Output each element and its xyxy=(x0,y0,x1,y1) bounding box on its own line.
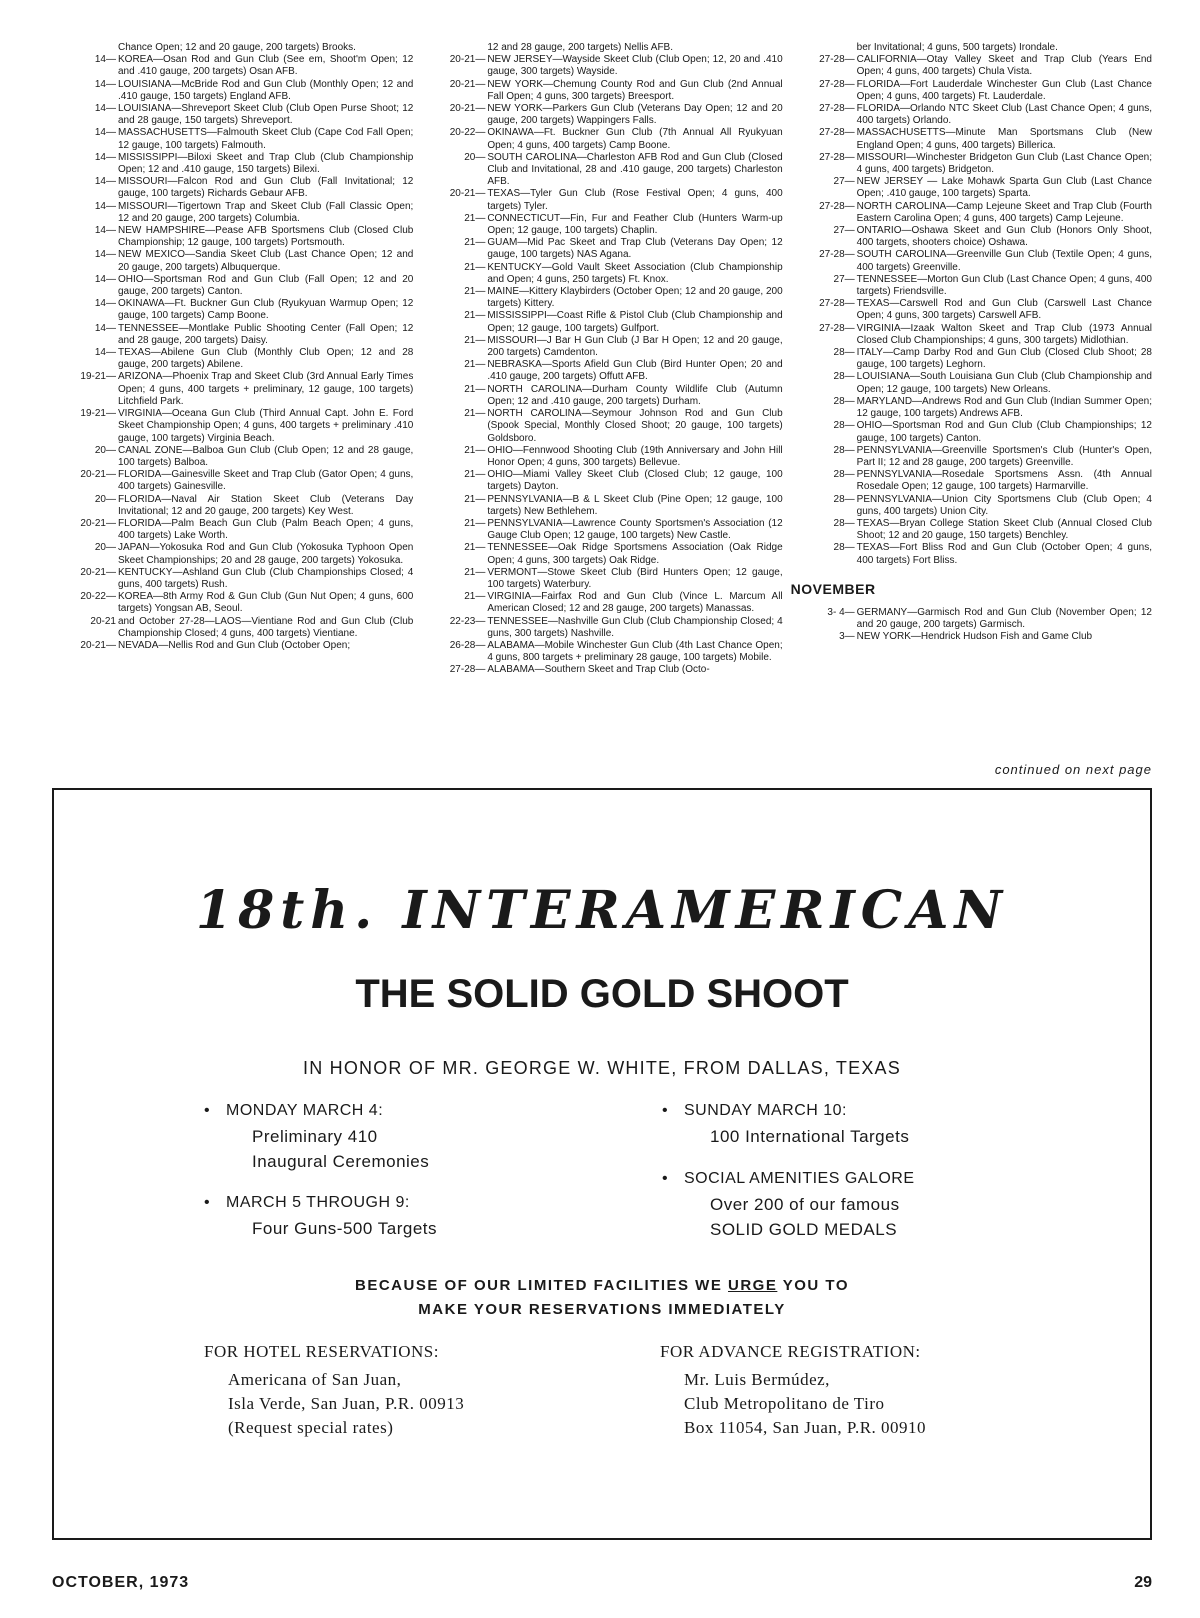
listing-column-3 xyxy=(791,42,1152,772)
entry-text: MISSISSIPPI—Biloxi Skeet and Trap Club (Club Championship Open; 12 and .410 gauge, 150 targets) Bilexi. xyxy=(118,151,414,176)
event-social xyxy=(662,1170,915,1242)
listing-entry xyxy=(421,591,782,615)
listing-entry xyxy=(791,371,1152,395)
entry-text: CANAL ZONE—Balboa Gun Club (Club Open; 12 and 28 gauge, 100 targets) Balboa. xyxy=(118,444,414,468)
entry-text: TEXAS—Tyler Gun Club (Rose Festival Open; 4 guns, 400 targets) Tyler. xyxy=(487,188,783,212)
event-march-5-9 xyxy=(204,1194,437,1241)
entry-text: FLORIDA—Naval Air Station Skeet Club (Veterans Day Invitational; 12 and 20 gauge, 200 targets) Key West. xyxy=(118,493,414,517)
entry-text: MISSOURI—Tigertown Trap and Skeet Club (Fall Classic Open; 12 and 20 gauge, 200 targets) Columbia. xyxy=(118,200,414,224)
hotel-heading: FOR HOTEL RESERVATIONS: xyxy=(204,1342,439,1361)
entry-text: PENNSYLVANIA—Greenville Sportsmen's Club (Hunter's Open, Part II; 12 and 28 gauge, 200 targets) Greenville. xyxy=(856,444,1152,468)
entry-text: KENTUCKY—Gold Vault Skeet Association (Club Championship and Open; 4 guns, 250 targets) Ft. Knox. xyxy=(487,261,783,285)
entry-date: 20-21 xyxy=(90,615,116,627)
entry-text: FLORIDA—Orlando NTC Skeet Club (Last Chance Open; 4 guns, 400 targets) Orlando. xyxy=(856,103,1152,127)
listing-entry xyxy=(421,79,782,103)
entry-date xyxy=(421,42,487,54)
listing-entry xyxy=(421,262,782,286)
entry-date: 27-28— xyxy=(819,78,855,90)
entry-date: 27-28— xyxy=(819,103,855,115)
entry-text: ber Invitational; 4 guns, 500 targets) Irondale. xyxy=(856,42,1058,53)
listing-entry xyxy=(421,664,782,676)
entry-date: 20-21— xyxy=(80,566,116,578)
entry-date: 28— xyxy=(833,395,855,407)
entry-date: 20— xyxy=(94,493,116,505)
event-monday xyxy=(204,1102,429,1174)
listing-entry xyxy=(421,310,782,334)
entry-text: MASSACHUSETTS—Falmouth Skeet Club (Cape Cod Fall Open; 12 gauge, 100 targets) Falmouth. xyxy=(118,127,414,151)
entry-date: 20-21— xyxy=(80,639,116,651)
hotel-line: (Request special rates) xyxy=(228,1418,394,1437)
entry-date: 27— xyxy=(833,225,855,237)
entry-text: MISSOURI—Falcon Rod and Gun Club (Fall Invitational; 12 gauge, 100 targets) Richards Gebaur AFB. xyxy=(118,176,414,200)
entry-text: Chance Open; 12 and 20 gauge, 200 targets) Brooks. xyxy=(118,42,356,53)
entry-date: 14— xyxy=(94,151,116,163)
listing-entry xyxy=(52,542,413,566)
entry-text: VIRGINIA—Izaak Walton Skeet and Trap Club (1973 Annual Closed Club Championships; 4 guns, 300 targets) Midlothian. xyxy=(856,322,1152,346)
entry-date: 14— xyxy=(94,225,116,237)
listing-entry xyxy=(791,631,1152,643)
footer-date: OCTOBER, 1973 xyxy=(52,1574,190,1591)
entry-date: 27-28— xyxy=(819,249,855,261)
listing-column-1 xyxy=(52,42,413,772)
entry-text: JAPAN—Yokosuka Rod and Gun Club (Yokosuka Typhoon Open Skeet Championships; 20 and 28 gauge, 200 targets) Yokosuka. xyxy=(118,542,414,566)
listing-entry xyxy=(421,54,782,78)
entry-text: FLORIDA—Fort Lauderdale Winchester Gun Club (Last Chance Open; 4 guns, 400 targets) Ft. Lauderdale. xyxy=(856,78,1152,102)
urge-word: URGE xyxy=(728,1277,778,1294)
entry-text: TEXAS—Fort Bliss Rod and Gun Club (October Open; 4 guns, 400 targets) Fort Bliss. xyxy=(856,542,1152,566)
entry-date: 27-28— xyxy=(819,298,855,310)
page-number: 29 xyxy=(1134,1574,1152,1591)
entry-text: ALABAMA—Mobile Winchester Gun Club (4th Last Chance Open; 4 guns, 800 targets + preliminary 28 gauge, 100 targets) Mobile. xyxy=(487,639,783,664)
listing-entry xyxy=(421,469,782,493)
entry-text: TENNESSEE—Montlake Public Shooting Center (Fall Open; 12 and 28 gauge, 200 targets) Daisy. xyxy=(118,322,414,346)
listing-entry xyxy=(421,408,782,445)
listing-entry xyxy=(52,79,413,103)
entry-date: 20— xyxy=(464,151,486,163)
listing-entry xyxy=(421,42,782,54)
listing-entry xyxy=(421,384,782,408)
entry-date: 28— xyxy=(833,542,855,554)
entry-date: 21— xyxy=(464,334,486,346)
registration-line: Club Metropolitano de Tiro xyxy=(684,1394,885,1413)
bullet-icon: • xyxy=(204,1102,211,1119)
entry-text: SOUTH CAROLINA—Charleston AFB Rod and Gun Club (Closed Club and Invitational, 28 and .410 gauge, 200 targets) Charleston AFB. xyxy=(487,151,783,188)
entry-text: OHIO—Sportsman Rod and Gun Club (Fall Open; 12 and 20 gauge, 200 targets) Canton. xyxy=(118,273,414,298)
listing-entry xyxy=(421,567,782,591)
entry-text: CALIFORNIA—Otay Valley Skeet and Trap Club (Years End Open; 4 guns, 400 targets) Chula Vista. xyxy=(856,54,1152,78)
entry-text: NORTH CAROLINA—Seymour Johnson Rod and Gun Club (Spook Special, Monthly Closed Shoot; 20 gauge, 100 targets) Goldsboro. xyxy=(487,408,783,444)
listing-entry xyxy=(52,42,413,54)
entry-date: 20-21— xyxy=(449,54,486,66)
advance-registration xyxy=(660,1340,926,1440)
entry-text: NEW YORK—Hendrick Hudson Fish and Game Club xyxy=(856,631,1093,643)
entry-text: FLORIDA—Palm Beach Gun Club (Palm Beach Open; 4 guns, 400 targets) Lake Worth. xyxy=(118,517,414,542)
entry-date: 21— xyxy=(464,286,486,298)
listing-entry xyxy=(791,225,1152,249)
entry-date: 14— xyxy=(94,54,116,66)
listing-entry xyxy=(52,274,413,298)
bullet-icon: • xyxy=(662,1170,669,1187)
entry-date: 27-28— xyxy=(819,322,855,334)
listing-entry xyxy=(421,640,782,664)
hotel-line: Americana of San Juan, xyxy=(228,1370,402,1389)
entry-date: 21— xyxy=(464,469,486,481)
ad-honor-line: IN HONOR OF MR. GEORGE W. WHITE, FROM DALLAS, TEXAS xyxy=(303,1058,901,1078)
listing-entry xyxy=(791,445,1152,469)
listing-entry xyxy=(52,323,413,347)
entry-date: 28— xyxy=(833,469,855,481)
ad-title: 18th. INTERAMERICAN xyxy=(195,880,1009,941)
entry-date: 20-22— xyxy=(80,591,116,603)
entry-text: ITALY—Camp Darby Rod and Gun Club (Closed Club Shoot; 28 gauge, 100 targets) Leghorn. xyxy=(856,347,1152,371)
hotel-reservations xyxy=(204,1340,464,1440)
event-sunday xyxy=(662,1102,909,1149)
entry-date: 21— xyxy=(464,542,486,554)
entry-date: 28— xyxy=(833,371,855,383)
entry-text: MASSACHUSETTS—Minute Man Sportsmans Club (New England Open; 4 guns, 400 targets) Billerica. xyxy=(856,127,1152,151)
listing-entry xyxy=(791,396,1152,420)
entry-text: MARYLAND—Andrews Rod and Gun Club (Indian Summer Open; 12 gauge, 100 targets) Andrews AFB. xyxy=(856,395,1152,420)
listing-entry xyxy=(52,249,413,273)
entry-date: 21— xyxy=(464,212,486,224)
listing-entry xyxy=(52,201,413,225)
entry-text: NEVADA—Nellis Rod and Gun Club (October Open; xyxy=(118,639,351,651)
listing-entry xyxy=(791,607,1152,631)
entry-text: OHIO—Fennwood Shooting Club (19th Anniversary and John Hill Honor Open; 4 guns, 300 targets) Bellevue. xyxy=(487,444,783,468)
listing-entry xyxy=(791,298,1152,322)
entry-text: PENNSYLVANIA—Lawrence County Sportsmen's Association (12 Gauge Club Open; 12 gauge, 100 targets) New Castle. xyxy=(487,517,783,542)
listing-entry xyxy=(421,237,782,261)
listing-entry xyxy=(791,152,1152,176)
entry-date: 27— xyxy=(833,273,855,285)
entry-text: NEBRASKA—Sports Afield Gun Club (Bird Hunter Open; 20 and .410 gauge, 200 targets) Offutt AFB. xyxy=(487,359,783,383)
entry-text: NEW YORK—Chemung County Rod and Gun Club (2nd Annual Fall Open; 4 guns, 300 targets) Breesport. xyxy=(487,78,783,102)
entry-text: 12 and 28 gauge, 200 targets) Nellis AFB. xyxy=(487,42,674,53)
listing-entry xyxy=(421,286,782,310)
listing-entry xyxy=(791,347,1152,371)
entry-date: 28— xyxy=(833,517,855,529)
entry-date: 14— xyxy=(94,127,116,139)
entry-date: 14— xyxy=(94,78,116,90)
entry-text: TEXAS—Bryan College Station Skeet Club (Annual Closed Club Shoot; 12 and 20 gauge, 150 targets) Benchley. xyxy=(856,517,1152,542)
listing-entry xyxy=(791,201,1152,225)
listing-entry xyxy=(421,152,782,189)
entry-text: VIRGINIA—Oceana Gun Club (Third Annual Capt. John E. Ford Skeet Championship Open; 4 guns, 400 targets + preliminary .410 gauge, 100 targets) Virginia Beach. xyxy=(118,408,414,444)
entry-date: 20-21— xyxy=(449,103,486,115)
entry-text: ALABAMA—Southern Skeet and Trap Club (Octo- xyxy=(487,664,710,676)
entry-date: 21— xyxy=(464,310,486,322)
month-heading-november: NOVEMBER xyxy=(790,580,876,597)
entry-date: 27— xyxy=(833,176,855,188)
listing-entry xyxy=(52,469,413,493)
listing-entry xyxy=(52,616,413,640)
november-entries xyxy=(791,607,1152,644)
listing-entry xyxy=(791,323,1152,347)
listing-entry xyxy=(791,176,1152,200)
entry-text: VERMONT—Stowe Skeet Club (Bird Hunters Open; 12 gauge, 100 targets) Waterbury. xyxy=(487,566,783,590)
entry-date: 3- 4— xyxy=(827,606,855,618)
listing-entry xyxy=(791,420,1152,444)
entry-text: OKINAWA—Ft. Buckner Gun Club (7th Annual All Ryukyuan Open; 4 guns, 400 targets) Camp Boone. xyxy=(487,127,783,151)
entry-date: 20-21— xyxy=(80,517,116,529)
entry-text: NORTH CAROLINA—Durham County Wildlife Club (Autumn Open; 12 and .410 gauge, 200 targets) Durham. xyxy=(487,383,783,407)
entry-date: 21— xyxy=(464,383,486,395)
urge-text-post: YOU TO xyxy=(777,1277,849,1294)
entry-text: NEW MEXICO—Sandia Skeet Club (Last Chance Open; 12 and 20 gauge, 200 targets) Albuquerque. xyxy=(118,249,414,273)
entry-text: KOREA—8th Army Rod & Gun Club (Gun Nut Open; 4 guns, 600 targets) Yongsan AB, Seoul. xyxy=(118,591,414,615)
listing-entry xyxy=(791,103,1152,127)
entry-text: NORTH CAROLINA—Camp Lejeune Skeet and Trap Club (Fourth Eastern Carolina Open; 4 guns, 400 targets) Camp Lejeune. xyxy=(856,200,1152,224)
entry-text: NEW JERSEY—Wayside Skeet Club (Club Open; 12, 20 and .410 gauge, 300 targets) Wayside. xyxy=(487,54,783,78)
listing-entry xyxy=(52,127,413,151)
listing-entry xyxy=(52,225,413,249)
event-heading: SOCIAL AMENITIES GALORE xyxy=(684,1170,915,1187)
listing-entry xyxy=(52,298,413,322)
listing-entry xyxy=(52,445,413,469)
listing-entry xyxy=(52,152,413,176)
entry-text: ARIZONA—Phoenix Trap and Skeet Club (3rd Annual Early Times Open; 4 guns, 400 targets + preliminary, 12 gauge, 100 targets) Litchfield Park. xyxy=(118,371,414,407)
entry-date: 14— xyxy=(94,176,116,188)
listing-column-2 xyxy=(421,42,782,772)
listing-entry xyxy=(421,542,782,566)
entry-date: 28— xyxy=(833,493,855,505)
entry-date: 21— xyxy=(464,566,486,578)
entry-date: 14— xyxy=(94,298,116,310)
entry-date: 14— xyxy=(94,103,116,115)
event-line: 100 International Targets xyxy=(710,1127,910,1146)
event-line: SOLID GOLD MEDALS xyxy=(710,1220,898,1239)
entry-date: 20-22— xyxy=(449,127,486,139)
listing-entry xyxy=(791,274,1152,298)
reservation-notice xyxy=(54,1274,1150,1322)
entry-date: 27-28— xyxy=(819,127,855,139)
entry-date: 21— xyxy=(464,517,486,529)
entry-date: 19-21— xyxy=(80,371,116,383)
entry-date: 14— xyxy=(94,322,116,334)
entry-text: CONNECTICUT—Fin, Fur and Feather Club (Hunters Warm-up Open; 12 gauge, 100 targets) Chaplin. xyxy=(487,212,783,237)
entry-text: MISSOURI—J Bar H Gun Club (J Bar H Open; 12 and 20 gauge, 200 targets) Camdenton. xyxy=(487,334,783,359)
entry-text: TENNESSEE—Morton Gun Club (Last Chance Open; 4 guns, 400 targets) Friendsville. xyxy=(856,273,1152,298)
continued-note: continued on next page xyxy=(994,762,1152,777)
listing-entry xyxy=(791,127,1152,151)
entry-text: MISSISSIPPI—Coast Rifle & Pistol Club (Club Championship and Open; 12 gauge, 100 targets) Gulfport. xyxy=(487,310,783,334)
entry-date: 21— xyxy=(464,591,486,603)
entry-date: 21— xyxy=(464,359,486,371)
entry-text: VIRGINIA—Fairfax Rod and Gun Club (Vince L. Marcum All American Closed; 12 and 28 gauge, 200 targets) Manassas. xyxy=(487,591,783,615)
ad-subtitle: THE SOLID GOLD SHOOT xyxy=(355,972,849,1016)
entry-date: 27-28— xyxy=(819,54,855,66)
listing-entry xyxy=(421,518,782,542)
event-line: Inaugural Ceremonies xyxy=(252,1152,430,1171)
entry-text: TENNESSEE—Oak Ridge Sportsmens Association (Oak Ridge Open; 4 guns, 300 targets) Oak Ridge. xyxy=(487,542,783,566)
entry-date: 21— xyxy=(464,261,486,273)
entry-date: 20-21— xyxy=(80,469,116,481)
listing-entry xyxy=(791,249,1152,273)
entry-date: 20-21— xyxy=(449,78,486,90)
entry-date: 21— xyxy=(464,444,486,456)
listing-entry xyxy=(791,542,1152,566)
entry-text: PENNSYLVANIA—B & L Skeet Club (Pine Open; 12 gauge, 100 targets) New Bethlehem. xyxy=(487,493,783,517)
listing-entry xyxy=(421,359,782,383)
entry-text: OKINAWA—Ft. Buckner Gun Club (Ryukyuan Warmup Open; 12 gauge, 100 targets) Camp Boone. xyxy=(118,298,414,322)
entry-text: TEXAS—Carswell Rod and Gun Club (Carswell Last Chance Open; 4 guns, 300 targets) Carswell AFB. xyxy=(856,298,1152,322)
interamerican-advertisement xyxy=(52,788,1152,1540)
listing-entry xyxy=(421,188,782,212)
entry-date: 27-28— xyxy=(449,664,486,676)
entry-text: OHIO—Miami Valley Skeet Club (Closed Club; 12 gauge, 100 targets) Dayton. xyxy=(487,469,783,493)
listing-columns xyxy=(52,42,1152,772)
listing-entry xyxy=(421,494,782,518)
entry-date: 14— xyxy=(94,200,116,212)
entry-text: LOUISIANA—Shreveport Skeet Club (Club Open Purse Shoot; 12 and 28 gauge, 150 targets) Shreveport. xyxy=(118,103,414,127)
listing-entry xyxy=(52,591,413,615)
urge-line-2: MAKE YOUR RESERVATIONS IMMEDIATELY xyxy=(418,1301,786,1318)
listing-entry xyxy=(52,54,413,78)
entry-text: OHIO—Sportsman Rod and Gun Club (Club Championships; 12 gauge, 100 targets) Canton. xyxy=(856,420,1152,444)
listing-entry xyxy=(791,79,1152,103)
entry-text: ONTARIO—Oshawa Skeet and Gun Club (Honors Only Shoot, 400 targets, shooters choice) Oshawa. xyxy=(856,225,1152,249)
listing-entry xyxy=(421,213,782,237)
listing-entry xyxy=(421,616,782,640)
entry-date: 3— xyxy=(839,631,855,643)
listing-entry xyxy=(421,335,782,359)
listing-entry xyxy=(791,518,1152,542)
entry-text: KENTUCKY—Ashland Gun Club (Club Championships Closed; 4 guns, 400 targets) Rush. xyxy=(118,566,414,590)
event-heading: MONDAY MARCH 4: xyxy=(226,1102,384,1119)
entry-text: TENNESSEE—Nashville Gun Club (Club Championship Closed; 4 guns, 300 targets) Nashville. xyxy=(487,615,783,639)
event-line: Four Guns-500 Targets xyxy=(252,1219,437,1238)
entry-text: LOUISIANA—South Louisiana Gun Club (Club Championship and Open; 12 gauge, 100 targets) New Orleans. xyxy=(856,371,1152,395)
registration-heading: FOR ADVANCE REGISTRATION: xyxy=(660,1342,921,1361)
listing-entry xyxy=(791,494,1152,518)
entry-date: 28— xyxy=(833,420,855,432)
column-3-entries xyxy=(791,42,1152,567)
hotel-line: Isla Verde, San Juan, P.R. 00913 xyxy=(228,1394,465,1413)
entry-date: 19-21— xyxy=(80,408,116,420)
listing-entry xyxy=(791,54,1152,78)
entry-date: 20— xyxy=(94,444,116,456)
entry-date xyxy=(791,42,857,54)
entry-text: FLORIDA—Gainesville Skeet and Trap Club (Gator Open; 4 guns, 400 targets) Gainesville. xyxy=(118,469,414,493)
event-heading: MARCH 5 THROUGH 9: xyxy=(226,1194,410,1211)
listing-entry xyxy=(52,640,413,652)
entry-text: GUAM—Mid Pac Skeet and Trap Club (Veterans Day Open; 12 gauge, 100 targets) NAS Agana. xyxy=(487,237,783,261)
listing-entry xyxy=(421,127,782,151)
entry-text: KOREA—Osan Rod and Gun Club (See em, Shoot'm Open; 12 and .410 gauge, 200 targets) Osan AFB. xyxy=(118,54,414,78)
listing-entry xyxy=(52,408,413,445)
entry-text: TEXAS—Abilene Gun Club (Monthly Club Open; 12 and 28 gauge, 200 targets) Abilene. xyxy=(118,347,414,371)
entry-date: 20— xyxy=(94,542,116,554)
entry-text: MAINE—Kittery Klaybirders (October Open; 12 and 20 gauge, 200 targets) Kittery. xyxy=(487,286,783,310)
entry-text: SOUTH CAROLINA—Greenville Gun Club (Textile Open; 4 guns, 400 targets) Greenville. xyxy=(856,249,1152,273)
listing-entry xyxy=(52,347,413,371)
registration-line: Mr. Luis Bermúdez, xyxy=(684,1370,830,1389)
entry-text: NEW JERSEY — Lake Mohawk Sparta Gun Club (Last Chance Open; .410 gauge, 100 targets) Sparta. xyxy=(856,176,1152,200)
entry-text: PENNSYLVANIA—Rosedale Sportsmens Assn. (4th Annual Rosedale Open; 12 gauge, 100 targets) Harmarville. xyxy=(856,469,1152,493)
entry-text: NEW YORK—Parkers Gun Club (Veterans Day Open; 12 and 20 gauge, 200 targets) Wappingers Falls. xyxy=(487,103,783,127)
entry-date xyxy=(52,42,118,54)
entry-date: 28— xyxy=(833,347,855,359)
bullet-icon: • xyxy=(662,1102,669,1119)
entry-date: 27-28— xyxy=(819,151,855,163)
entry-date: 20-21— xyxy=(449,188,486,200)
bullet-icon: • xyxy=(204,1194,211,1211)
entry-date: 21— xyxy=(464,408,486,420)
entry-date: 14— xyxy=(94,249,116,261)
entry-date: 14— xyxy=(94,273,116,285)
entry-date: 28— xyxy=(833,444,855,456)
listing-entry xyxy=(52,371,413,408)
event-heading: SUNDAY MARCH 10: xyxy=(684,1102,847,1119)
listing-entry xyxy=(791,42,1152,54)
listing-entry xyxy=(421,445,782,469)
listing-entry xyxy=(52,518,413,542)
listing-entry xyxy=(52,567,413,591)
entry-date: 21— xyxy=(464,237,486,249)
entry-text: GERMANY—Garmisch Rod and Gun Club (November Open; 12 and 20 gauge, 200 targets) Garmisch. xyxy=(856,606,1152,631)
listing-entry xyxy=(52,103,413,127)
listing-entry xyxy=(52,494,413,518)
entry-text: MISSOURI—Winchester Bridgeton Gun Club (Last Chance Open; 4 guns, 400 targets) Bridgeton. xyxy=(856,151,1152,176)
entry-date: 21— xyxy=(464,493,486,505)
event-line: Over 200 of our famous xyxy=(710,1195,900,1214)
entry-date: 14— xyxy=(94,347,116,359)
entry-text: PENNSYLVANIA—Union City Sportsmens Club (Club Open; 4 guns, 400 targets) Union City. xyxy=(856,493,1152,517)
listing-entry xyxy=(52,176,413,200)
entry-text: and October 27-28—LAOS—Vientiane Rod and Gun Club (Club Championship Closed; 4 guns, 400 targets) Vientiane. xyxy=(118,615,414,639)
listing-entry xyxy=(791,469,1152,493)
listing-entry xyxy=(421,103,782,127)
entry-text: LOUISIANA—McBride Rod and Gun Club (Monthly Open; 12 and .410 gauge, 150 targets) England AFB. xyxy=(118,78,414,102)
entry-date: 22-23— xyxy=(449,615,486,627)
entry-date: 27-28— xyxy=(819,200,855,212)
entry-text: NEW HAMPSHIRE—Pease AFB Sportsmens Club (Closed Club Championship; 12 gauge, 100 targets) Portsmouth. xyxy=(118,225,414,249)
event-line: Preliminary 410 xyxy=(252,1127,378,1146)
entry-date: 26-28— xyxy=(449,639,486,651)
urge-text-pre: BECAUSE OF OUR LIMITED FACILITIES WE xyxy=(355,1277,729,1294)
registration-line: Box 11054, San Juan, P.R. 00910 xyxy=(684,1418,927,1437)
